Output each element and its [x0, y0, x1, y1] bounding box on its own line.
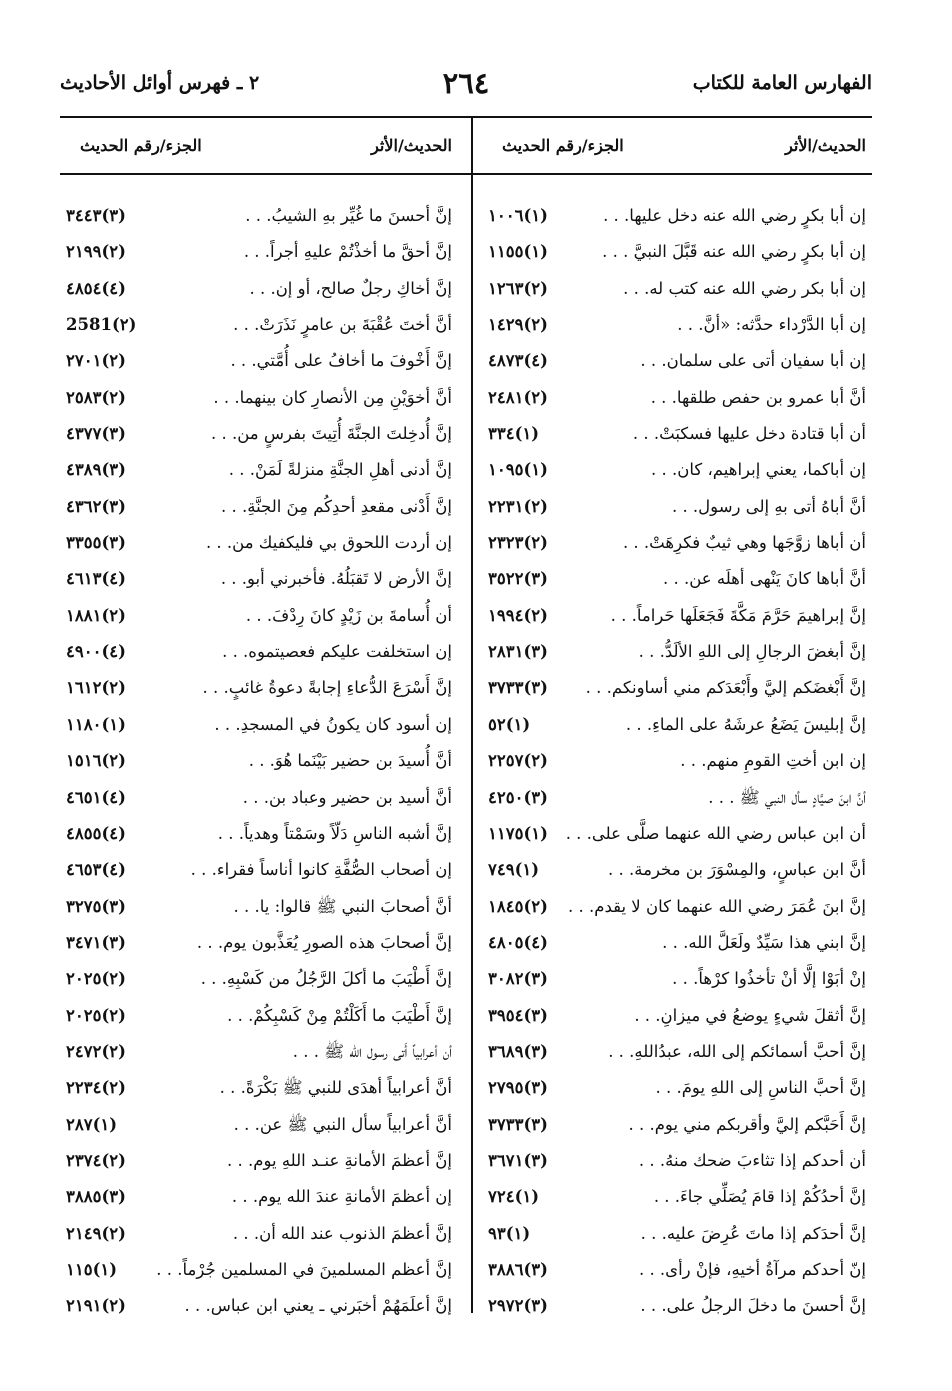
hadith-opening-text: أنَّ أختَ عُقْبَةَ بن عامرٍ نَذَرَتْ. . . — [233, 315, 452, 335]
hadith-opening-text: إنَّ أحبَّ أسمائكم إلى الله، عبدُاللهِ. . . — [608, 1041, 866, 1061]
hadith-opening-text: إن أبا الدَّرْداء حدَّثه: «أنَّ. . . — [677, 315, 866, 335]
hadith-opening-text: إن أباكما، يعني إبراهيم، كان. . . — [651, 460, 866, 480]
index-entry — [482, 418, 872, 454]
volume-hadith-number: (٣)٤٢٥٠ — [488, 787, 548, 807]
index-entry — [482, 200, 872, 236]
index-entry — [482, 927, 872, 963]
column-divider — [471, 116, 473, 1313]
page-number: ٢٦٤ — [442, 66, 490, 100]
hadith-opening-text: إنَّ أصحابَ هذه الصورِ يُعَذَّبون يوم. . . — [196, 932, 452, 952]
hadith-opening-text: أنَّ أباها كانَ يَنْهى أهلَه عن. . . — [662, 569, 866, 589]
volume-hadith-number: (٣)٣٧٣٣ — [488, 678, 548, 698]
volume-hadith-number: (٣)٣٤٧١ — [66, 932, 126, 952]
section-title: ٢ ـ فهرس أوائل الأحاديث — [60, 72, 260, 94]
hadith-opening-text: إنَّ أحسنَ ما غُيِّر بهِ الشيبُ. . . — [245, 206, 452, 225]
index-entry — [482, 454, 872, 490]
hadith-opening-text: إنَّ أشبه الناسِ دَلّاً وسَمْتاً وهدياً. . . — [217, 823, 452, 843]
header-rule — [60, 116, 872, 118]
index-entry — [482, 1036, 872, 1072]
hadith-opening-text: إنَّ أَسْرَعَ الدُّعاءِ إجابةً دعوةُ غائبٍ. . . — [202, 678, 452, 698]
volume-hadith-number: (٢)٢٥٨٣ — [66, 387, 126, 407]
hadith-opening-text: إنَّ أَدْنى مقعدِ أحدِكُم مِنَ الجنَّةِ. . . — [221, 496, 452, 516]
hadith-column-label: الحديث/الأثر — [785, 136, 866, 155]
hadith-opening-text: إنَّ إبراهيمَ حَرَّمَ مَكَّةَ فَجَعَلَها حَراماً. . . — [610, 605, 866, 625]
index-entry — [482, 745, 872, 781]
hadith-opening-text: أنَّ أخوَيْنِ مِن الأنصارِ كان بينهما. . . — [213, 387, 452, 407]
index-entry — [482, 1145, 872, 1181]
hadith-opening-text: إنَّ الأرض لا تَقبَلُهُ. فأخبرني أبو. . . — [220, 569, 452, 589]
index-entry — [60, 418, 458, 454]
hadith-opening-text: إنَّ أعظمَ الذنوب عند الله أن. . . — [232, 1223, 452, 1243]
volume-hadith-number: (٤)٤٦٥٣ — [66, 860, 126, 880]
hadith-opening-text: إنَّ أَحَبَّكم إليَّ وأقربكم مني يوم. . . — [628, 1114, 866, 1134]
index-entry — [60, 782, 458, 818]
volume-hadith-number: (٤)٤٩٠٠ — [66, 642, 126, 662]
volume-hadith-number: (١)١٠٩٥ — [488, 460, 548, 480]
index-entry — [60, 891, 458, 927]
volume-hadith-number: (٢)١٩٩٤ — [488, 605, 548, 625]
volume-hadith-number: (٤)٤٦٥١ — [66, 787, 126, 807]
column-heading-rule — [60, 173, 872, 175]
hadith-opening-text: أن ابن عباس رضي الله عنهما صلَّى على. . . — [565, 823, 866, 843]
right-column-heading — [482, 128, 872, 168]
index-entry — [60, 345, 458, 381]
index-entry — [60, 273, 458, 309]
index-entry — [482, 782, 872, 818]
volume-hadith-number: (١)٧٢٤ — [488, 1187, 540, 1207]
hadith-opening-text: إن أعظمَ الأمانةِ عندَ الله يوم. . . — [231, 1187, 452, 1207]
volume-hadith-number: (٢)٢٤٧٢ — [66, 1041, 126, 1061]
hadith-opening-text: إن أصحاب الصُّفَّةِ كانوا أناساً فقراء. . . — [190, 860, 452, 880]
index-entry — [60, 200, 458, 236]
index-entry — [60, 454, 458, 490]
index-entry — [482, 818, 872, 854]
hadith-opening-text: إنَّ أعظمَ الأمانةِ عنـد اللهِ يوم. . . — [227, 1150, 452, 1170]
hadith-opening-text: إنَّ أُدخِلتَ الجنَّةَ أُتِيتَ بفرسٍ من. . . — [211, 424, 452, 444]
hadith-opening-text: إنَّ أحدُكُمْ إذا قامَ يُصَلِّي جاءَ. . . — [653, 1187, 866, 1207]
hadith-opening-text: إنَّ أحبَّ الناسِ إلى اللهِ يومَ. . . — [655, 1078, 866, 1098]
hadith-opening-text: إنَّ أدنى أهلِ الجنَّةِ منزلةً لَمَنْ. . . — [228, 460, 452, 480]
volume-hadith-number: (٣)٢٨٣١ — [488, 642, 548, 662]
volume-hadith-number: (١)٩٣ — [488, 1223, 531, 1243]
volume-hadith-number: (٤)٤٨٥٥ — [66, 823, 126, 843]
hadith-opening-text: إنَّ أخاكِ رجلٌ صالح، أو إن. . . — [249, 278, 452, 298]
index-entry — [60, 672, 458, 708]
hadith-opening-text: إنَّ أَطْيَبَ ما أكلَ الرَّجُلُ من كَسْبِهِ. . . — [200, 969, 452, 989]
hadith-opening-text: إنَّ أعلَمَهُمْ أخبَرني ـ يعني ابن عباس. . . — [184, 1296, 452, 1316]
hadith-opening-text: أنَّ أسيد بن حضير وعباد بن. . . — [242, 787, 452, 807]
index-entry — [482, 891, 872, 927]
hadith-opening-text: أنَّ أُسيدَ بن حضير بَيْنَما هُوَ. . . — [248, 751, 452, 771]
hadith-opening-text: أن أبا قتادة دخل عليها فسكبَتْ. . . — [632, 424, 866, 444]
hadith-opening-text: أنَّ أعرابياً أهدَى للنبي ﷺ بَكْرَةً. . . — [219, 1078, 452, 1098]
hadith-opening-text: إن أبا بكرٍ رضي الله عنه دخل عليها. . . — [603, 206, 866, 225]
index-entry — [60, 1109, 458, 1145]
index-entry — [482, 963, 872, 999]
volume-hadith-number: (٢)٢٠٢٥ — [66, 969, 126, 989]
volume-hadith-number: (٣)٣٨٨٥ — [66, 1187, 126, 1207]
index-entry — [482, 1290, 872, 1326]
hadith-opening-text: إنْ أبَوْا إلَّا أنْ تأخذُوا كرْهاً. . . — [672, 969, 866, 989]
hadith-opening-text: إنَّ ابنَ عُمَرَ رضي الله عنهما كان لا يقدم. . . — [568, 896, 866, 916]
index-entry — [482, 1072, 872, 1108]
index-entry — [482, 563, 872, 599]
hadith-opening-text: إنَّ أثقلَ شيءٍ يوضعُ في ميزانِ. . . — [634, 1005, 866, 1025]
index-entry — [60, 382, 458, 418]
volume-hadith-number: (٢)١٨٨١ — [66, 605, 126, 625]
hadith-opening-text: أن أباها زوَّجَها وهي ثيبٌ فكرِهَتْ. . . — [622, 533, 866, 553]
volume-hadith-number: (٢)٢٢٥٧ — [488, 751, 548, 771]
volume-hadith-number: (٢)2581 — [66, 315, 137, 335]
volume-hadith-number: (٣)٣٣٥٥ — [66, 533, 126, 553]
volume-hadith-number: (٢)١٢٦٣ — [488, 278, 548, 298]
volume-hadith-number: (١)١١٥ — [66, 1259, 118, 1279]
right-entries-list — [482, 200, 872, 1327]
hadith-opening-text: إن أبا بكر رضي الله عنه كتب له. . . — [623, 278, 866, 298]
volume-hadith-number: (٢)٢١٤٩ — [66, 1223, 126, 1243]
volume-hadith-number: (٢)١٨٤٥ — [488, 896, 548, 916]
index-entry — [60, 1254, 458, 1290]
index-entry — [60, 1036, 458, 1072]
hadith-opening-text: إنَّ أحقَّ ما أخذْتُمْ عليهِ أجراً. . . — [243, 242, 452, 262]
index-entry — [482, 1181, 872, 1217]
index-entry — [482, 672, 872, 708]
index-entry — [60, 854, 458, 890]
index-entry — [482, 345, 872, 381]
volume-hadith-number: (٢)١٦١٢ — [66, 678, 126, 698]
index-entry — [482, 1254, 872, 1290]
index-entry — [60, 600, 458, 636]
volume-hadith-number: (٢)٢٠٢٥ — [66, 1005, 126, 1025]
volume-hadith-number: (٢)٢٣٢٣ — [488, 533, 548, 553]
index-entry — [482, 1109, 872, 1145]
index-entry — [60, 963, 458, 999]
index-entry — [482, 273, 872, 309]
volume-hadith-number: (٣)٣٨٨٦ — [488, 1259, 548, 1279]
index-entry — [60, 1181, 458, 1217]
volume-hadith-number: (٢)٢٤٨١ — [488, 387, 548, 407]
volume-hadith-number: (٢)١٥١٦ — [66, 751, 126, 771]
left-column — [60, 128, 458, 1316]
left-column-heading — [60, 128, 458, 168]
volume-hadith-number: (١)٥٢ — [488, 714, 531, 734]
volume-hadith-number: (٢)٢٣٧٤ — [66, 1150, 126, 1170]
volume-hadith-number: (٣)٤٣٨٩ — [66, 460, 126, 480]
hadith-opening-text: إن أسود كان يكونُ في المسجدِ. . . — [214, 714, 452, 734]
hadith-opening-text: أنَّ أبا عمرو بن حفص طلقها. . . — [650, 387, 866, 407]
volume-hadith-number: (٢)١٤٢٩ — [488, 315, 548, 335]
volume-hadith-number: (١)١١٥٥ — [488, 242, 548, 262]
hadith-opening-text: إنَّ أحدَكم إذا ماتَ عُرِضَ عليه. . . — [640, 1223, 866, 1243]
volume-hadith-number: (٣)٣٠٨٢ — [488, 969, 548, 989]
left-entries-list — [60, 200, 458, 1327]
volume-hadith-number: (٢)٢١٩٩ — [66, 242, 126, 262]
volume-hadith-number: (٣)٣٩٥٤ — [488, 1005, 548, 1025]
volume-hadith-number: (٣)٢٧٩٥ — [488, 1078, 548, 1098]
hadith-opening-text: أنَّ أباهُ أتى بهِ إلى رسول. . . — [671, 496, 866, 516]
volume-hadith-number: (٢)٢٢٣٤ — [66, 1078, 126, 1098]
volume-hadith-number: (٤)٤٨٠٥ — [488, 932, 548, 952]
hadith-opening-text: إن ابن أختِ القومِ منهم. . . — [680, 751, 866, 771]
index-entry — [482, 1218, 872, 1254]
hadith-opening-text: أن أعرابياً أَتى رسول الله ﷺ . . . — [292, 1041, 452, 1061]
index-entry — [482, 527, 872, 563]
index-entry — [60, 927, 458, 963]
volume-hadith-number: (٣)٣٦٧١ — [488, 1150, 548, 1170]
index-entry — [60, 1218, 458, 1254]
index-entry — [60, 1000, 458, 1036]
index-entry — [60, 236, 458, 272]
hadith-opening-text: إن أبا بكرٍ رضي الله عنه قَبَّلَ النبيَّ . . . — [602, 242, 866, 262]
book-title: الفهارس العامة للكتاب — [692, 72, 872, 94]
hadith-opening-text: أنَّ أصحابَ النبي ﷺ قالوا: يا. . . — [233, 896, 452, 916]
hadith-opening-text: إنَّ أَخْوفَ ما أخافُ على أُمَّتي. . . — [230, 351, 452, 371]
volume-hadith-number: (١)١٠٠٦ — [488, 206, 548, 225]
index-entry — [482, 709, 872, 745]
volume-hadith-number: (٣)٣٥٢٢ — [488, 569, 548, 589]
hadith-opening-text: إنَّ أعظم المسلمينَ في المسلمين جُرْماً. . . — [156, 1259, 452, 1279]
hadith-opening-text: إنَّ أحسنَ ما دخلَ الرجلُ على. . . — [640, 1296, 866, 1316]
volume-hadith-number: (٢)٢٧٠١ — [66, 351, 126, 371]
volume-hadith-number: (١)٣٣٤ — [488, 424, 540, 444]
volume-hadith-number: (١)٢٨٧ — [66, 1114, 118, 1134]
volume-hadith-number: (١)٧٤٩ — [488, 860, 540, 880]
volume-hadith-number: (١)١١٧٥ — [488, 823, 548, 843]
index-entry — [60, 527, 458, 563]
volume-hadith-number: (٣)٣٢٧٥ — [66, 896, 126, 916]
index-entry — [482, 600, 872, 636]
hadith-opening-text: إنّ أحدكم مرآةُ أخيهِ، فإنْ رأى. . . — [638, 1259, 866, 1279]
hadith-opening-text: إنَّ أَطْيَبَ ما أَكَلْتُمْ مِنْ كَسْبِكُمْ. . . — [227, 1005, 452, 1025]
index-entry — [60, 491, 458, 527]
hadith-opening-text: أن أُسامةَ بن زَيْدٍ كانَ رِدْفَ. . . — [245, 605, 452, 625]
volume-hadith-number: (٣)٤٣٦٢ — [66, 496, 126, 516]
hadith-opening-text: إنَّ ابني هذا سَيِّدٌ ولَعَلَّ الله. . . — [662, 932, 866, 952]
index-entry — [482, 854, 872, 890]
volume-hadith-number: (٣)٣٧٣٣ — [488, 1114, 548, 1134]
volume-hadith-number: (٢)٢١٩١ — [66, 1296, 126, 1316]
index-entry — [482, 1000, 872, 1036]
index-entry — [482, 382, 872, 418]
hadith-opening-text: إن أبا سفيان أتى على سلمان. . . — [640, 351, 866, 371]
hadith-opening-text: أنَّ ابن عباسٍ، والمِسْوَرَ بن مخرمة. . . — [608, 860, 866, 880]
volume-hadith-number: (٣)٢٩٧٢ — [488, 1296, 548, 1316]
volume-hadith-number: (٣)٣٦٨٩ — [488, 1041, 548, 1061]
index-entry — [60, 745, 458, 781]
index-entry — [482, 636, 872, 672]
index-entry — [60, 709, 458, 745]
volume-hadith-number: (٤)٤٨٥٤ — [66, 278, 126, 298]
index-entry — [60, 1290, 458, 1326]
volume-hadith-number: (٢)٢٢٣١ — [488, 496, 548, 516]
index-entry — [60, 1145, 458, 1181]
index-entry — [60, 1072, 458, 1108]
index-entry — [482, 309, 872, 345]
volume-hadith-number: (٣)٣٤٤٣ — [66, 206, 126, 225]
index-entry — [60, 636, 458, 672]
volume-hadith-number: (٣)٤٣٧٧ — [66, 424, 126, 444]
hadith-opening-text: إنَّ إبليسَ يَضَعُ عرشَهُ على الماءِ. . . — [625, 714, 866, 734]
reference-column-label: الجزء/رقم الحديث — [80, 136, 202, 155]
index-entry — [60, 818, 458, 854]
hadith-opening-text: إنَّ أَبْغضَكم إليَّ وأَبْعَدَكم مني أساونكم. . . — [585, 678, 866, 698]
right-column — [482, 128, 872, 1316]
hadith-opening-text: إن استخلفت عليكم فعصيتموه. . . — [222, 642, 452, 662]
index-entry — [482, 236, 872, 272]
hadith-opening-text: إن أردت اللحوق بي فليكفيك من. . . — [205, 533, 452, 553]
hadith-opening-text: أن أحدكم إذا تثاءبَ ضحك منهُ. . . — [638, 1150, 866, 1170]
hadith-opening-text: أنَّ أعرابياً سأل النبي ﷺ عن. . . — [233, 1114, 452, 1134]
hadith-opening-text: أنَّ ابنَ صيَّادٍ سأل النبي ﷺ . . . — [708, 787, 866, 807]
volume-hadith-number: (٤)٤٨٧٣ — [488, 351, 548, 371]
index-entry — [482, 491, 872, 527]
volume-hadith-number: (١)١١٨٠ — [66, 714, 126, 734]
index-entry — [60, 309, 458, 345]
volume-hadith-number: (٤)٤٦١٣ — [66, 569, 126, 589]
hadith-opening-text: إنَّ أبغضَ الرجالِ إلى اللهِ الألَدُّ. . . — [638, 642, 866, 662]
reference-column-label: الجزء/رقم الحديث — [502, 136, 624, 155]
running-head — [60, 66, 872, 110]
index-entry — [60, 563, 458, 599]
hadith-column-label: الحديث/الأثر — [371, 136, 452, 155]
